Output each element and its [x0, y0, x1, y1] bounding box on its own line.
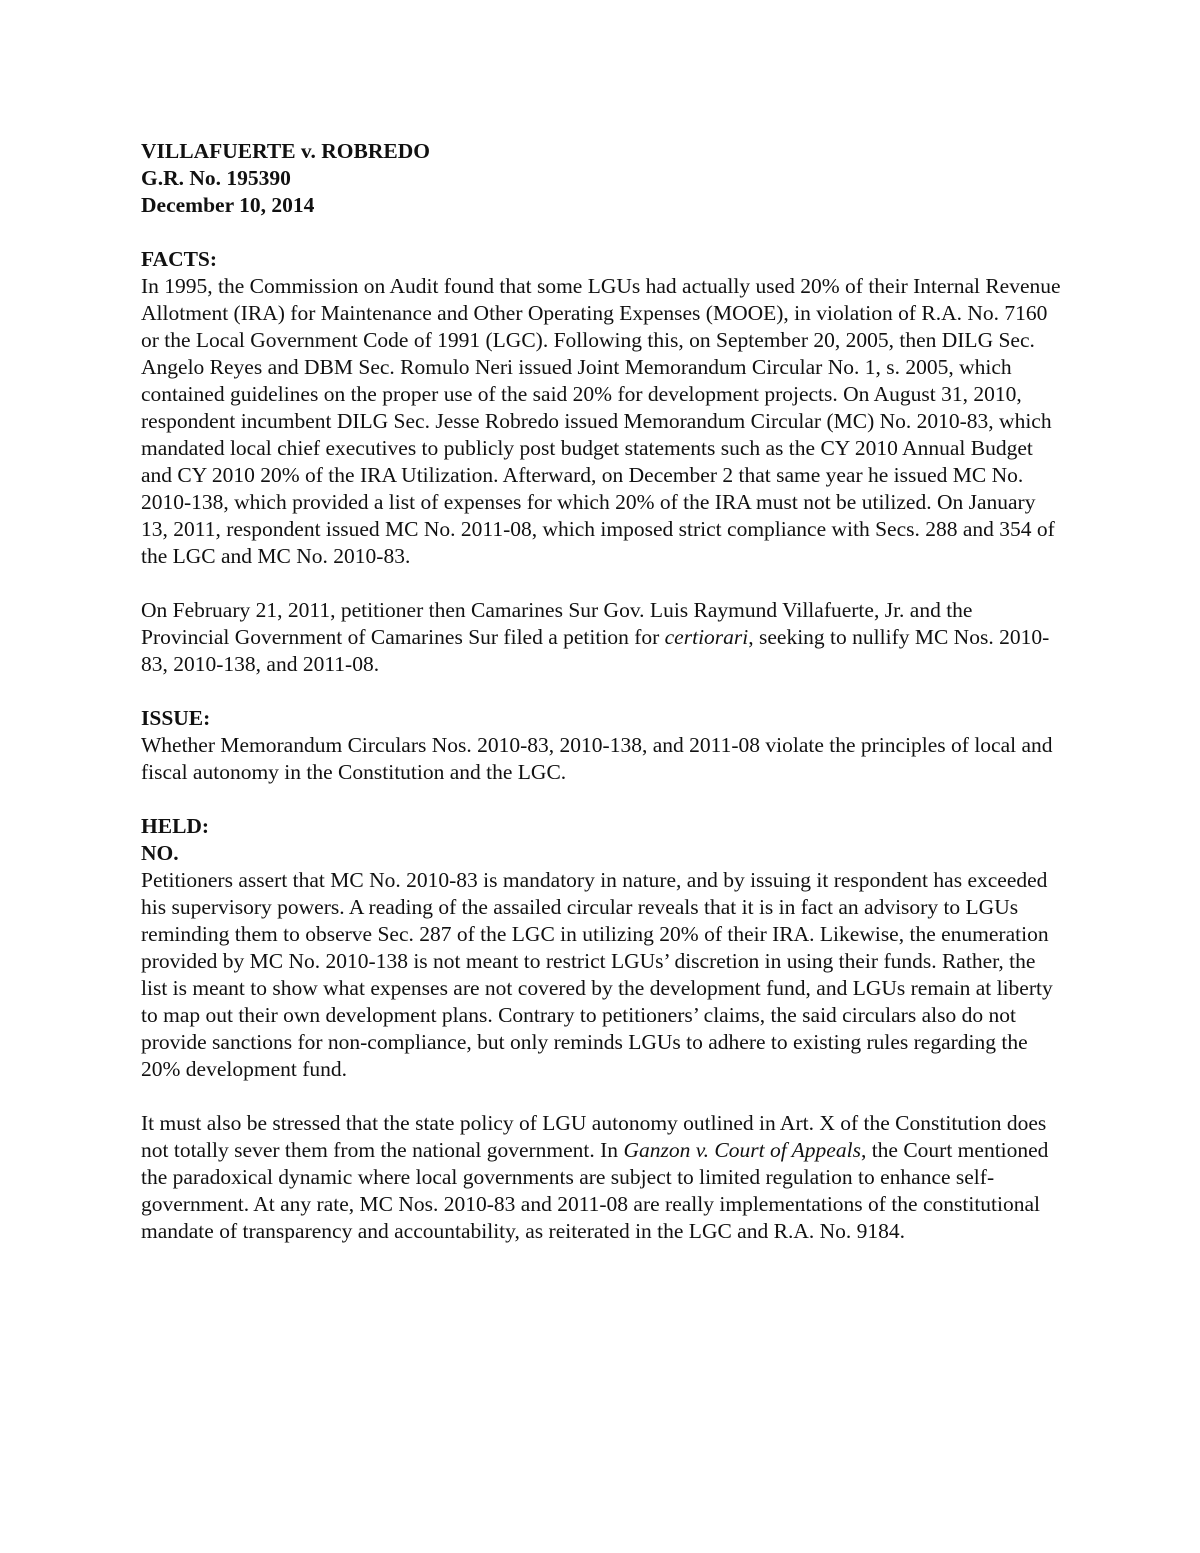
facts-p2-italic-term: certiorari: [664, 625, 749, 649]
facts-p2-text-end: , seeking to nullify MC Nos. 2010-83, 2010-138, and 2011-08.: [141, 625, 1050, 676]
facts-paragraph-2: [141, 597, 1066, 678]
facts-paragraph-1: In 1995, the Commission on Audit found that some LGUs had actually used 20% of their Internal Revenue Allotment (IRA) for Maintenance and Other Operating Expenses (MOOE), in violation of R.A. No. 7160 or the Local Government Code of 1991 (LGC). Following this, on September 20, 2005, then DILG Sec. Angelo Reyes and DBM Sec. Romulo Neri issued Joint Memorandum Circular No. 1, s. 2005, which contained guidelines on the proper use of the said 20% for development projects. On August 31, 2010, respondent incumbent DILG Sec. Jesse Robredo issued Memorandum Circular (MC) No. 2010-83, which mandated local chief executives to publicly post budget statements such as the CY 2010 Annual Budget and CY 2010 20% of the IRA Utilization. Afterward, on December 2 that same year he issued MC No. 2010-138, which provided a list of expenses for which 20% of the IRA must not be utilized. On January 13, 2011, respondent issued MC No. 2011-08, which imposed strict compliance with Secs. 288 and 354 of the LGC and MC No. 2010-83.: [141, 274, 1061, 568]
case-date: December 10, 2014: [141, 193, 315, 217]
issue-heading: ISSUE:: [141, 706, 211, 730]
case-number: G.R. No. 195390: [141, 166, 291, 190]
held-paragraph-1: Petitioners assert that MC No. 2010-83 is mandatory in nature, and by issuing it respondent has exceeded his supervisory powers. A reading of the assailed circular reveals that it is in fact an advisory to LGUs reminding them to observe Sec. 287 of the LGC in utilizing 20% of their IRA. Likewise, the enumeration provided by MC No. 2010-138 is not meant to restrict LGUs’ discretion in using their funds. Rather, the list is meant to show what expenses are not covered by the development fund, and LGUs remain at liberty to map out their own development plans. Contrary to petitioners’ claims, the said circulars also do not provide sanctions for non-compliance, but only reminds LGUs to adhere to existing rules regarding the 20% development fund.: [141, 868, 1053, 1081]
held-paragraph-2: [141, 1110, 1066, 1245]
case-title: VILLAFUERTE v. ROBREDO: [141, 139, 430, 163]
issue-text: Whether Memorandum Circulars Nos. 2010-83, 2010-138, and 2011-08 violate the principles of local and fiscal autonomy in the Constitution and the LGC.: [141, 733, 1053, 784]
facts-heading: FACTS:: [141, 247, 218, 271]
facts-p2-text-start: On February 21, 2011, petitioner then Camarines Sur Gov. Luis Raymund Villafuerte, Jr. and the Provincial Government of Camarines Sur filed a petition for: [141, 598, 973, 649]
held-p2-text-end: , the Court mentioned the paradoxical dynamic where local governments are subject to limited regulation to enhance self-government. At any rate, MC Nos. 2010-83 and 2011-08 are really implementations of the constitutional mandate of transparency and accountability, as reiterated in the LGC and R.A. No. 9184.: [141, 1138, 1049, 1243]
held-answer: NO.: [141, 841, 179, 865]
held-p2-text-start: It must also be stressed that the state policy of LGU autonomy outlined in Art. X of the Constitution does not totally sever them from the national government. In: [141, 1111, 1047, 1162]
document-page: [141, 138, 1066, 1245]
held-heading: HELD:: [141, 814, 210, 838]
held-p2-italic-case: Ganzon v. Court of Appeals: [623, 1138, 861, 1162]
